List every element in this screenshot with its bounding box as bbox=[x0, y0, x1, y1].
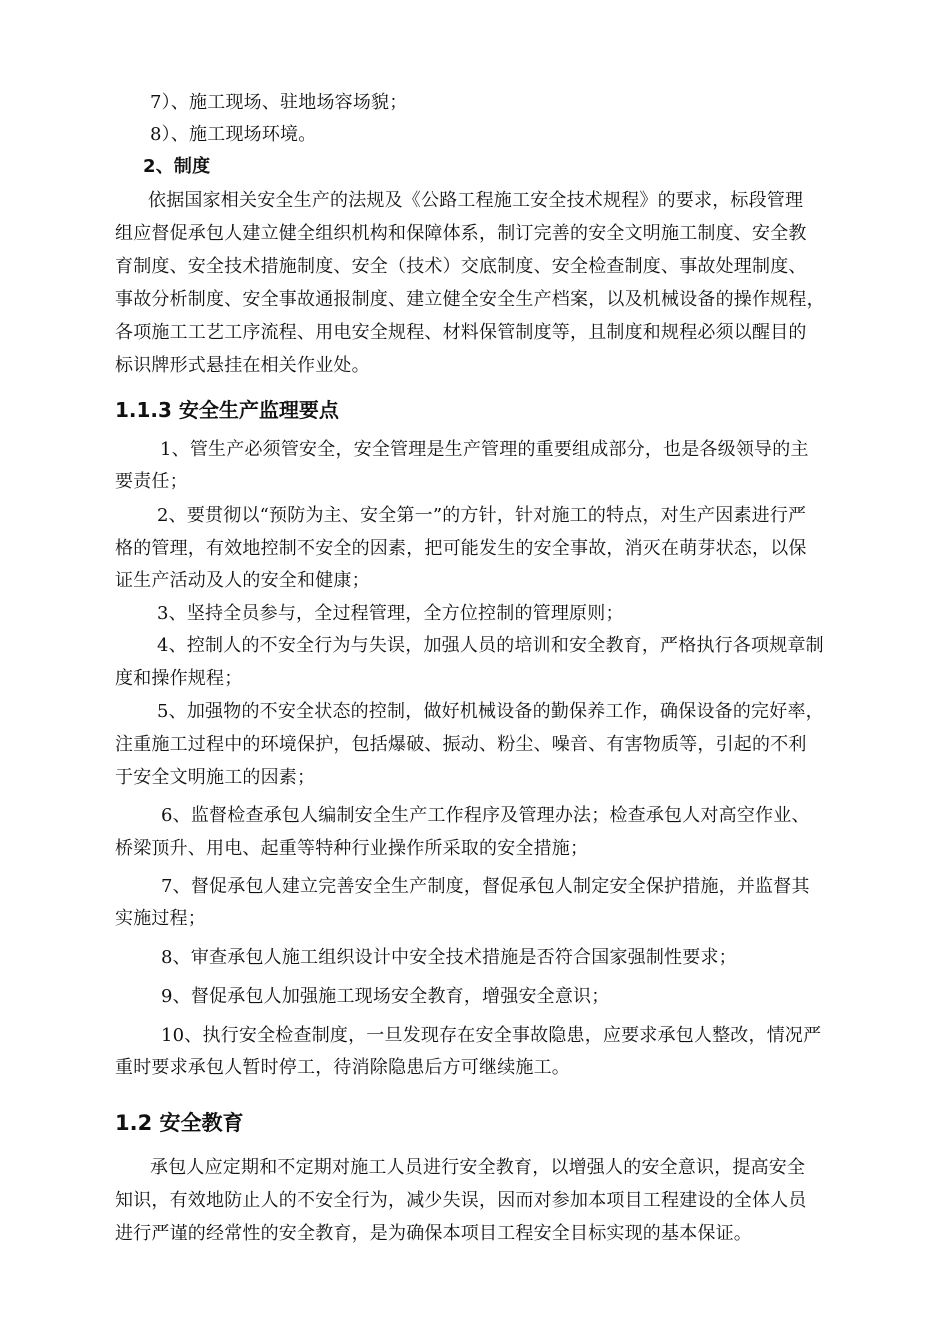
supervision-item-5-cont: 于安全文明施工的因素； bbox=[115, 767, 316, 788]
supervision-item-7-cont: 实施过程； bbox=[115, 908, 206, 929]
supervision-item-2-cont: 格的管理，有效地控制不安全的因素，把可能发生的安全事故，消灭在萌芽状态，以保 bbox=[115, 538, 807, 559]
supervision-item-1-cont: 要责任； bbox=[115, 471, 188, 492]
supervision-item-5: 5、加强物的不安全状态的控制，做好机械设备的勤保养工作，确保设备的完好率， bbox=[157, 701, 824, 722]
supervision-item-6: 6、监督检查承包人编制安全生产工作程序及管理办法；检查承包人对高空作业、 bbox=[161, 805, 810, 826]
supervision-item-2-cont: 证生产活动及人的安全和健康； bbox=[115, 570, 370, 591]
list-item-8: 8）、施工现场环境。 bbox=[150, 124, 317, 145]
paragraph-line: 依据国家相关安全生产的法规及《公路工程施工安全技术规程》的要求，标段管理 bbox=[148, 190, 804, 211]
supervision-item-3: 3、坚持全员参与，全过程管理，全方位控制的管理原则； bbox=[157, 603, 624, 624]
supervision-item-10: 10、执行安全检查制度，一旦发现存在安全事故隐患，应要求承包人整改，情况严 bbox=[161, 1025, 822, 1046]
supervision-item-7: 7、督促承包人建立完善安全生产制度，督促承包人制定安全保护措施，并监督其 bbox=[161, 876, 810, 897]
section-1-2-heading: 1.2 安全教育 bbox=[115, 1111, 244, 1135]
supervision-item-2: 2、要贯彻以“预防为主、安全第一”的方针，针对施工的特点，对生产因素进行严 bbox=[157, 505, 807, 526]
supervision-item-4-cont: 度和操作规程； bbox=[115, 668, 243, 689]
section-2-title: 2、制度 bbox=[143, 156, 211, 177]
paragraph-line: 承包人应定期和不定期对施工人员进行安全教育，以增强人的安全意识，提高安全 bbox=[150, 1157, 806, 1178]
supervision-item-10-cont: 重时要求承包人暂时停工，待消除隐患后方可继续施工。 bbox=[115, 1057, 570, 1078]
paragraph-line: 进行严谨的经常性的安全教育，是为确保本项目工程安全目标实现的基本保证。 bbox=[115, 1223, 752, 1244]
paragraph-line: 组应督促承包人建立健全组织机构和保障体系，制订完善的安全文明施工制度、安全教 bbox=[115, 223, 807, 244]
supervision-item-5-cont: 注重施工过程中的环境保护，包括爆破、振动、粉尘、噪音、有害物质等，引起的不利 bbox=[115, 734, 807, 755]
paragraph-line: 事故分析制度、安全事故通报制度、建立健全安全生产档案，以及机械设备的操作规程， bbox=[115, 289, 825, 310]
supervision-item-8: 8、审查承包人施工组织设计中安全技术措施是否符合国家强制性要求； bbox=[161, 947, 737, 968]
paragraph-line: 知识，有效地防止人的不安全行为，减少失误，因而对参加本项目工程建设的全体人员 bbox=[115, 1190, 807, 1211]
section-1-1-3-heading: 1.1.3 安全生产监理要点 bbox=[115, 398, 339, 422]
paragraph-line: 各项施工工艺工序流程、用电安全规程、材料保管制度等，且制度和规程必须以醒目的 bbox=[115, 322, 807, 343]
supervision-item-9: 9、督促承包人加强施工现场安全教育，增强安全意识； bbox=[161, 986, 610, 1007]
paragraph-line: 育制度、安全技术措施制度、安全（技术）交底制度、安全检查制度、事故处理制度、 bbox=[115, 256, 807, 277]
supervision-item-1: 1、管生产必须管安全，安全管理是生产管理的重要组成部分，也是各级领导的主 bbox=[160, 439, 809, 460]
list-item-7: 7）、施工现场、驻地场容场貌； bbox=[150, 92, 408, 113]
paragraph-line: 标识牌形式悬挂在相关作业处。 bbox=[115, 355, 370, 376]
supervision-item-4: 4、控制人的不安全行为与失误，加强人员的培训和安全教育，严格执行各项规章制 bbox=[157, 635, 824, 656]
supervision-item-6-cont: 桥梁顶升、用电、起重等特种行业操作所采取的安全措施； bbox=[115, 838, 589, 859]
